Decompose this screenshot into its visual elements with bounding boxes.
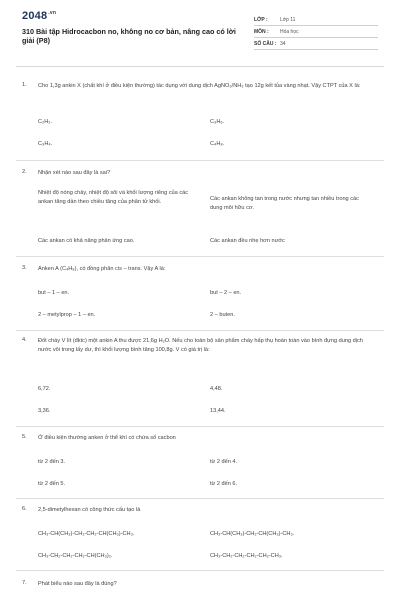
option-c[interactable]: từ 2 đến 5. (38, 481, 66, 487)
option-c[interactable]: C₃H₄. (38, 141, 53, 147)
question-number: 6. (22, 506, 27, 512)
question-7 (22, 580, 382, 594)
question-number: 7. (22, 580, 27, 586)
option-d[interactable]: 2 – buten. (210, 312, 235, 318)
option-d[interactable]: CH₃-CH₂-CH₂-CH₂-CH₂-CH₃. (210, 553, 283, 559)
question-text: Ở điều kiện thường anken ở thể khí có chứa số cacbon (38, 435, 176, 441)
question-number: 4. (22, 337, 27, 343)
question-number: 2. (22, 169, 27, 175)
document-header (0, 0, 400, 62)
option-c[interactable]: 3,36. (38, 408, 51, 414)
question-text: 2,5-dimetylhexan có công thức cấu tạo là (38, 507, 141, 513)
question-number: 3. (22, 265, 27, 271)
question-divider (16, 570, 384, 571)
meta-table (254, 14, 378, 50)
meta-row-subject (254, 26, 378, 38)
question-divider (16, 160, 384, 161)
question-1 (22, 82, 382, 172)
question-divider (16, 498, 384, 499)
question-6 (22, 506, 382, 566)
option-b[interactable]: 4,48. (210, 386, 223, 392)
meta-label: LỚP : (254, 16, 268, 23)
option-b[interactable]: but – 2 – en. (210, 290, 242, 296)
logo-main-text: 2048 (22, 10, 48, 22)
option-a[interactable]: CH₃-CH(CH₃)-CH₂-CH₂-CH(CH₃)-CH₃. (38, 531, 135, 537)
logo-sub-text: .vn (48, 10, 57, 17)
meta-value: Hóa học (280, 28, 299, 35)
option-d[interactable]: C₄H₈. (210, 141, 225, 147)
question-divider (16, 256, 384, 257)
question-number: 1. (22, 82, 27, 88)
option-b[interactable]: Các ankan không tan trong nước nhưng tan nhiều trong các dung môi hữu cơ. (210, 196, 359, 211)
option-a[interactable]: C₂H₂. (38, 119, 52, 125)
option-b[interactable]: CH₃-CH(CH₃)-CH₂-CH(CH₃)-CH₃. (210, 531, 295, 537)
question-text: Anken A (C₄H₈), có đồng phân cis – trans. Vậy A là: (38, 266, 166, 272)
meta-row-class (254, 14, 378, 26)
meta-row-count (254, 38, 378, 50)
question-text: Cho 1,3g ankin X (chất khí ở điều kiện thường) tác dụng với dung dịch AgNO₃/NH₃ tạo 12g kết tủa vàng nhạt. Vậy CTPT của X là: (38, 83, 361, 89)
meta-value: Lớp 11 (280, 16, 296, 23)
option-b[interactable]: từ 2 đến 4. (210, 459, 238, 465)
question-text: Nhận xét nào sau đây là sai? (38, 170, 111, 176)
option-c[interactable]: 2 – metylprop – 1 – en. (38, 312, 96, 318)
question-5 (22, 434, 382, 494)
option-a[interactable]: but – 1 – en. (38, 290, 70, 296)
option-c[interactable]: Các ankan có khả năng phản ứng cao. (38, 238, 135, 244)
option-a[interactable]: 6,72. (38, 386, 51, 392)
question-text: Phát biểu nào sau đây là đúng? (38, 581, 117, 587)
question-3 (22, 265, 382, 325)
option-d[interactable]: Các ankan đều nhẹ hơn nước (210, 238, 285, 244)
question-number: 5. (22, 434, 27, 440)
option-c[interactable]: CH₃-CH₂-CH₂-CH₂-CH(CH₃)₂. (38, 553, 113, 559)
meta-value: 34 (280, 40, 286, 47)
site-logo[interactable] (22, 10, 56, 22)
option-d[interactable]: từ 2 đến 6. (210, 481, 238, 487)
question-divider (16, 426, 384, 427)
document-title: 310 Bài tập Hidrocacbon no, không no cơ bản, nâng cao có lời giải (P8) (22, 27, 236, 45)
question-4 (22, 337, 382, 427)
option-d[interactable]: 13,44. (210, 408, 226, 414)
question-text: Đốt cháy V lít (đktc) một ankin A thu được 21,6g H₂O. Nếu cho toàn bộ sản phẩm cháy hấp thụ hoàn toàn vào bình đựng dung dịch nước vôi trong lấy dư, thì khối lượng bình tăng 100,8g. V có giá trị là: (38, 338, 363, 353)
question-2 (22, 169, 382, 259)
option-b[interactable]: C₃H₆. (210, 119, 225, 125)
option-a[interactable]: từ 2 đến 3. (38, 459, 66, 465)
question-divider (16, 330, 384, 331)
header-divider (16, 66, 384, 67)
option-a[interactable]: Nhiệt độ nóng chảy, nhiệt độ sôi và khối lượng riêng của các ankan tăng dần theo chiều tăng của phân tử khối. (38, 190, 189, 205)
meta-label: SỐ CÂU : (254, 40, 277, 47)
meta-label: MÔN : (254, 28, 269, 35)
